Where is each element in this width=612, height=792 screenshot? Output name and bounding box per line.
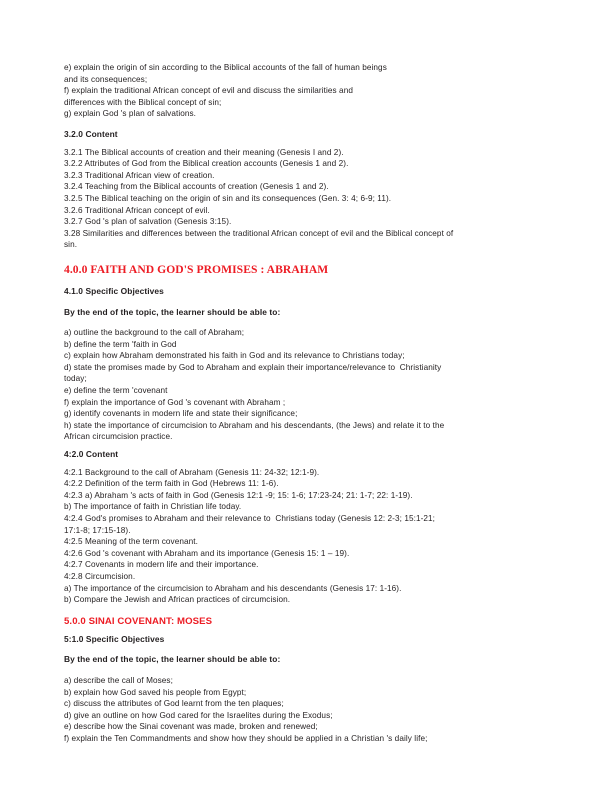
text-line: 4:2.3 a) Abraham 's acts of faith in God (Genesis 12:1 -9; 15: 1-6; 17:23-24; 21: 1-7; 22: 1-19). xyxy=(64,490,413,500)
text-line: g) explain God 's plan of salvations. xyxy=(64,109,197,119)
objectives-list-topic-3 xyxy=(64,62,566,120)
text-line: sin. xyxy=(64,240,78,250)
text-line: 3.28 Similarities and differences between the traditional African concept of evil and the Biblical concept of xyxy=(64,228,454,238)
text-line: a) describe the call of Moses; xyxy=(64,675,173,685)
text-line: 4:2.5 Meaning of the term covenant. xyxy=(64,537,198,547)
topic-title-5: 5.0.0 SINAI COVENANT: MOSES xyxy=(64,615,213,627)
document-body xyxy=(64,62,566,745)
text-line: 3.2.1 The Biblical accounts of creation and their meaning (Genesis I and 2). xyxy=(64,147,344,157)
text-line: 17:1-8; 17:15-18). xyxy=(64,525,131,535)
spacer xyxy=(64,318,566,327)
text-line: 3.2.5 The Biblical teaching on the origin of sin and its consequences (Gen. 3: 4; 6-9; 11). xyxy=(64,193,392,203)
heading-objectives-5: 5:1.0 Specific Objectives xyxy=(64,633,165,644)
text-line: f) explain the Ten Commandments and show how they should be applied in a Christian 's daily life; xyxy=(64,733,428,743)
text-line: e) define the term 'covenant xyxy=(64,386,168,396)
text-line: 4:2.2 Definition of the term faith in God (Hebrews 11: 1-6). xyxy=(64,479,279,489)
objectives-list-topic-4 xyxy=(64,327,566,443)
spacer xyxy=(64,606,566,615)
text-line: a) The importance of the circumcision to Abraham and his descendants (Genesis 17: 1-16). xyxy=(64,583,402,593)
text-line: e) explain the origin of sin according to the Biblical accounts of the fall of human beings xyxy=(64,63,387,72)
topic-title-4: 4.0.0 FAITH AND GOD'S PROMISES : ABRAHAM xyxy=(64,262,329,276)
text-line: 4:2.6 God 's covenant with Abraham and its importance (Genesis 15: 1 – 19). xyxy=(64,548,350,558)
content-list-topic-3 xyxy=(64,147,566,251)
heading-content-3: 3.2.0 Content xyxy=(64,128,118,139)
spacer xyxy=(64,298,566,307)
text-line: b) Compare the Jewish and African practices of circumcision. xyxy=(64,595,291,605)
text-line: 3.2.3 Traditional African view of creation. xyxy=(64,170,215,180)
spacer xyxy=(64,120,566,129)
text-line: 4:2.8 Circumcision. xyxy=(64,571,136,581)
spacer xyxy=(64,645,566,654)
text-line: 4:2.4 God's promises to Abraham and their relevance to Christians today (Genesis 12: 2-3; 15:1-21; xyxy=(64,514,436,523)
text-line: c) explain how Abraham demonstrated his faith in God and its relevance to Christians today; xyxy=(64,351,405,361)
text-line: e) describe how the Sinai covenant was made, broken and renewed; xyxy=(64,722,318,732)
text-line: b) The importance of faith in Christian life today. xyxy=(64,502,242,512)
text-line: b) explain how God saved his people from Egypt; xyxy=(64,687,247,697)
heading-content-4: 4:2.0 Content xyxy=(64,449,119,460)
text-line: f) explain the traditional African concept of evil and discuss the similarities and xyxy=(64,86,353,96)
text-line: 3.2.2 Attributes of God from the Biblical creation accounts (Genesis 1 and 2). xyxy=(64,159,349,169)
text-line: today; xyxy=(64,374,87,384)
spacer xyxy=(64,666,566,675)
text-line: 3.2.7 God 's plan of salvation (Genesis 3:15). xyxy=(64,217,232,227)
text-line: f) explain the importance of God 's covenant with Abraham ; xyxy=(64,397,286,407)
text-line: d) give an outline on how God cared for the Israelites during the Exodus; xyxy=(64,710,333,720)
text-line: and its consequences; xyxy=(64,74,148,84)
text-line: differences with the Biblical concept of sin; xyxy=(64,97,222,107)
content-list-topic-4 xyxy=(64,467,566,606)
text-line: 3.2.6 Traditional African concept of evil. xyxy=(64,205,210,215)
text-line: African circumcision practice. xyxy=(64,432,173,442)
spacer xyxy=(64,277,566,286)
objectives-lead-4: By the end of the topic, the learner should be able to: xyxy=(64,306,281,317)
heading-objectives-4: 4.1.0 Specific Objectives xyxy=(64,285,164,296)
text-line: 4:2.7 Covenants in modern life and their importance. xyxy=(64,560,259,570)
text-line: d) state the promises made by God to Abraham and explain their importance/relevance to Christianity xyxy=(64,362,442,372)
text-line: 3.2.4 Teaching from the Biblical accounts of creation (Genesis 1 and 2). xyxy=(64,182,329,192)
spacer xyxy=(64,251,566,263)
text-line: a) outline the background to the call of Abraham; xyxy=(64,328,245,338)
text-line: b) define the term 'faith in God xyxy=(64,339,177,349)
text-line: c) discuss the attributes of God learnt from the ten plaques; xyxy=(64,699,284,709)
text-line: g) identify covenants in modern life and state their significance; xyxy=(64,409,298,419)
text-line: h) state the importance of circumcision to Abraham and his descendants, (the Jews) and relate it to the xyxy=(64,420,445,430)
text-line: 4:2.1 Background to the call of Abraham (Genesis 11: 24-32; 12:1-9). xyxy=(64,467,320,477)
objectives-list-topic-5 xyxy=(64,675,566,745)
objectives-lead-5: By the end of the topic, the learner should be able to: xyxy=(64,654,281,665)
